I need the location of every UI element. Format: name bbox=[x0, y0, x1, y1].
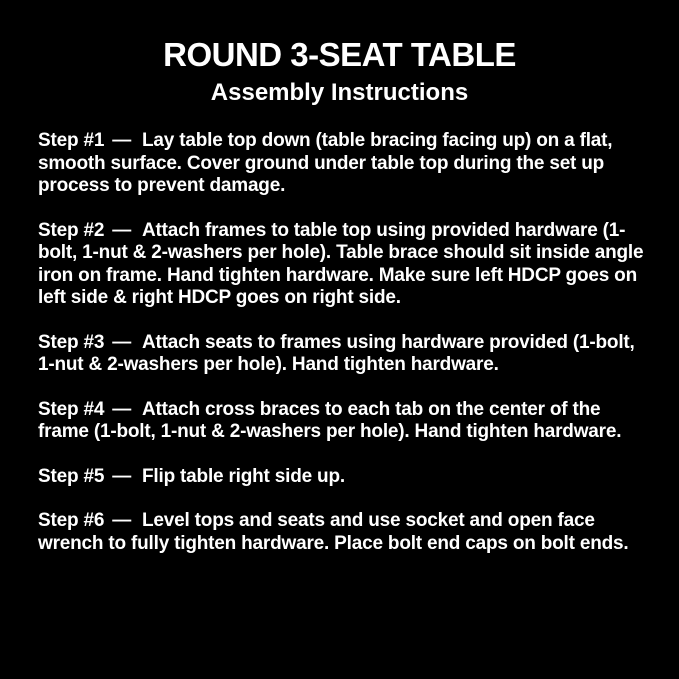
step-label: Step #3 bbox=[38, 331, 105, 353]
step-item-3 bbox=[38, 332, 645, 377]
step-item-6 bbox=[38, 510, 645, 555]
step-dash: — bbox=[112, 510, 131, 531]
header bbox=[0, 0, 679, 106]
step-dash: — bbox=[112, 398, 131, 420]
step-text: Lay table top down (table bracing facing up) on a flat, smooth surface. Cover ground under table top during the set up process to prevent damage. bbox=[38, 130, 613, 196]
step-dash: — bbox=[112, 465, 131, 487]
step-item-2 bbox=[38, 220, 645, 310]
steps-list bbox=[0, 106, 679, 555]
step-label: Step #1 bbox=[38, 130, 105, 151]
step-label: Step #6 bbox=[38, 510, 105, 531]
step-item-5 bbox=[38, 466, 645, 489]
page-subtitle: Assembly Instructions bbox=[210, 79, 469, 106]
step-text: Flip table right side up. bbox=[142, 465, 345, 487]
step-label: Step #2 bbox=[38, 219, 105, 241]
step-label: Step #4 bbox=[38, 398, 105, 420]
step-text: Level tops and seats and use socket and open face wrench to fully tighten hardware. Place bolt end caps on bolt ends. bbox=[38, 510, 629, 554]
step-dash: — bbox=[112, 130, 131, 151]
step-item-4 bbox=[38, 399, 645, 444]
step-dash: — bbox=[112, 331, 131, 353]
step-text: Attach cross braces to each tab on the center of the frame (1-bolt, 1-nut & 2-washers per hole). Hand tighten hardware. bbox=[38, 398, 622, 442]
step-text: Attach seats to frames using hardware provided (1-bolt, 1-nut & 2-washers per hole). Hand tighten hardware. bbox=[38, 331, 635, 375]
step-label: Step #5 bbox=[38, 465, 105, 487]
step-item-1 bbox=[38, 130, 645, 198]
step-text: Attach frames to table top using provided hardware (1-bolt, 1-nut & 2-washers per hole). Table brace should sit inside angle iron on frame. Hand tighten hardware. Make sure left HDCP goes on left side & right HDCP goes on right side. bbox=[38, 219, 644, 308]
page-title: ROUND 3-SEAT TABLE bbox=[163, 36, 516, 73]
step-dash: — bbox=[112, 219, 131, 241]
